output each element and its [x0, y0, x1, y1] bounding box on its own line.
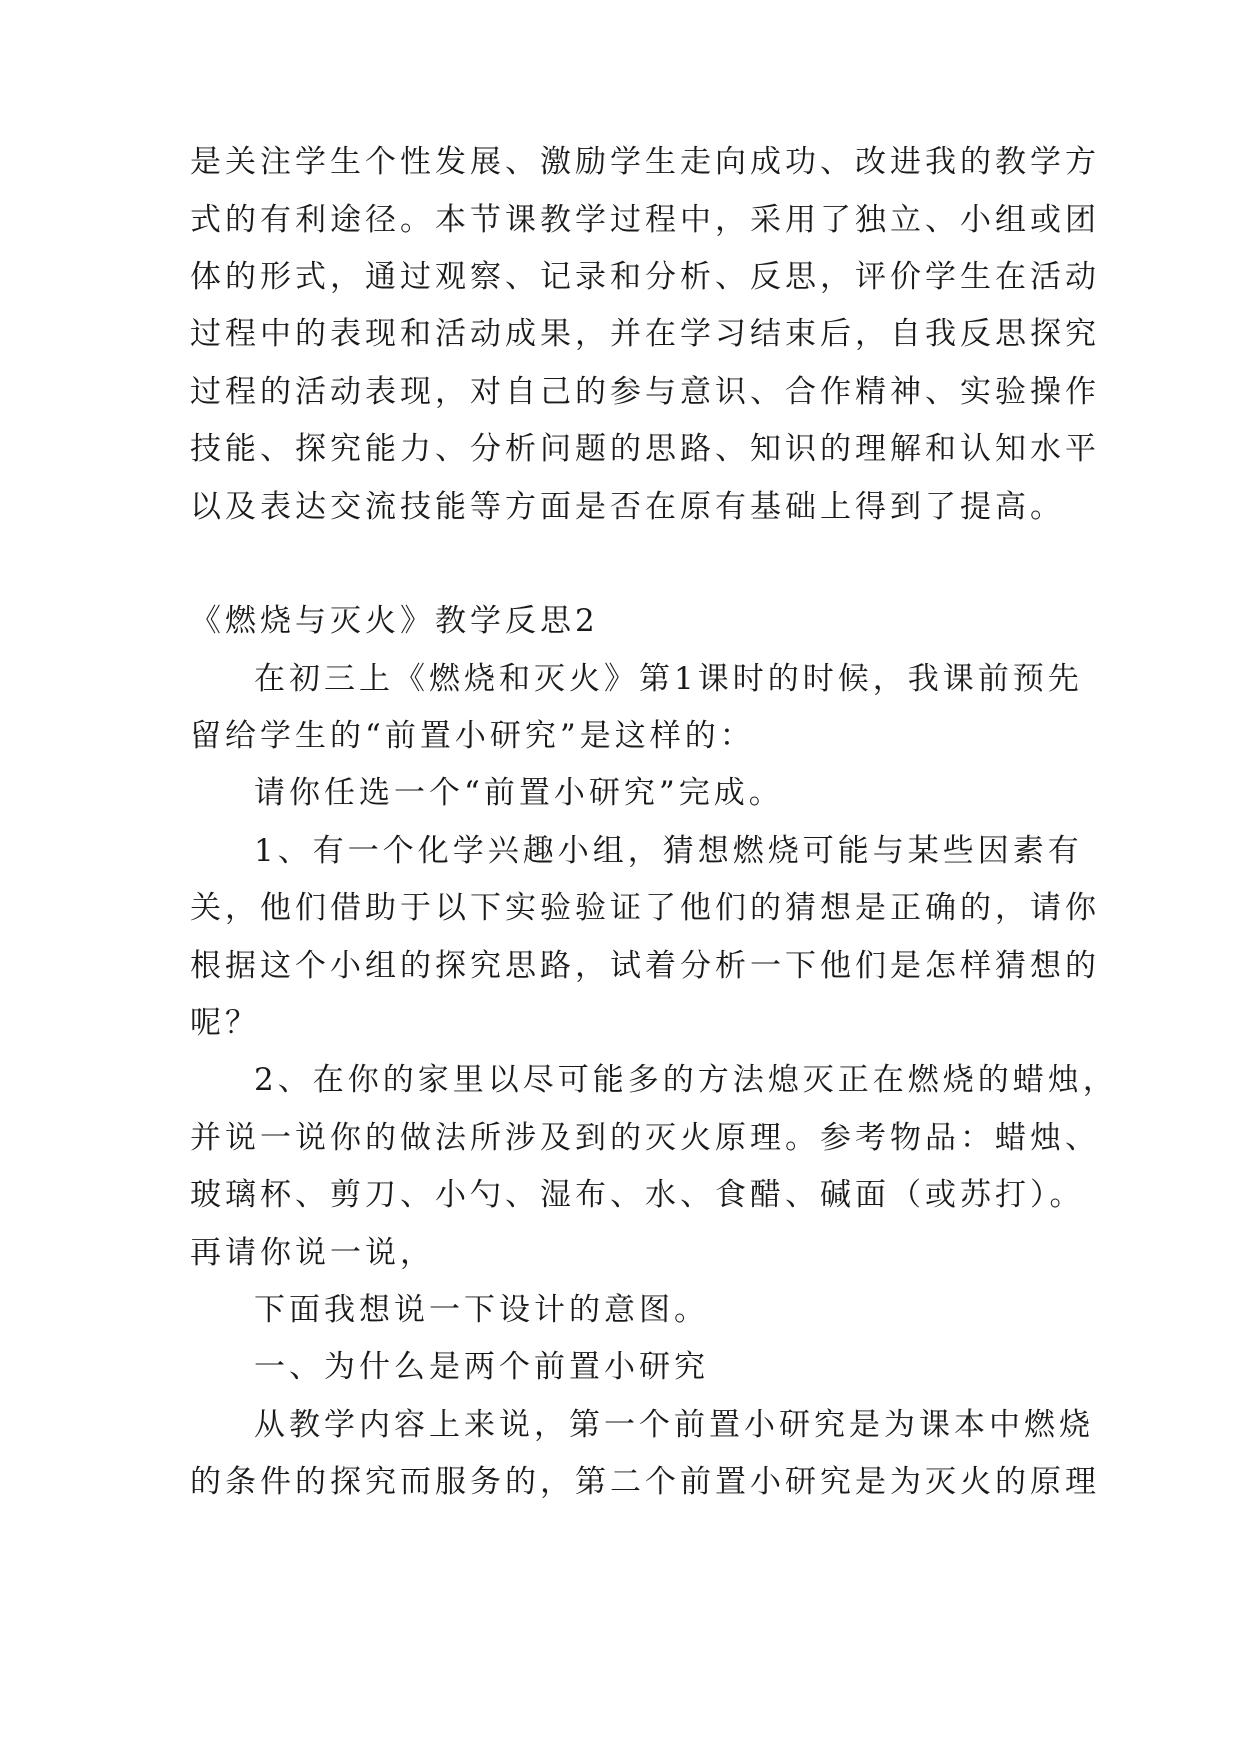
- text-line: 玻璃杯、剪刀、小勺、湿布、水、食醋、碱面（或苏打）。: [190, 1177, 1085, 1213]
- text-line: 2、在你的家里以尽可能多的方法熄灭正在燃烧的蜡烛，: [254, 1062, 1118, 1098]
- section-title: 《燃烧与灭火》教学反思2: [190, 603, 599, 639]
- text-line: 再请你说一说，: [190, 1235, 435, 1271]
- text-line: 过程中的表现和活动成果，并在学习结束后，自我反思探究: [190, 316, 1100, 352]
- text-line: 式的有利途径。本节课教学过程中，采用了独立、小组或团: [190, 202, 1100, 238]
- text-line: 技能、探究能力、分析问题的思路、知识的理解和认知水平: [190, 431, 1100, 467]
- text-line: 的条件的探究而服务的，第二个前置小研究是为灭火的原理: [190, 1464, 1100, 1500]
- document-page: [190, 0, 1118, 1754]
- text-line: 留给学生的“前置小研究”是这样的：: [190, 718, 755, 754]
- text-line: 呢？: [190, 1005, 260, 1041]
- text-line: 从教学内容上来说，第一个前置小研究是为课本中燃烧: [254, 1407, 1094, 1443]
- text-line: 1、有一个化学兴趣小组，猜想燃烧可能与某些因素有: [254, 833, 1083, 869]
- text-line: 关，他们借助于以下实验验证了他们的猜想是正确的，请你: [190, 890, 1100, 926]
- text-line: 并说一说你的做法所涉及到的灭火原理。参考物品：蜡烛、: [190, 1120, 1100, 1156]
- text-line: 请你任选一个“前置小研究”完成。: [254, 775, 784, 811]
- text-line: 体的形式，通过观察、记录和分析、反思，评价学生在活动: [190, 259, 1100, 295]
- text-line: 根据这个小组的探究思路，试着分析一下他们是怎样猜想的: [190, 948, 1100, 984]
- text-line: 是关注学生个性发展、激励学生走向成功、改进我的教学方: [190, 144, 1100, 180]
- text-line: 以及表达交流技能等方面是否在原有基础上得到了提高。: [190, 489, 1065, 525]
- text-line: 在初三上《燃烧和灭火》第1课时的时候，我课前预先: [254, 661, 1083, 697]
- text-line: 过程的活动表现，对自己的参与意识、合作精神、实验操作: [190, 374, 1100, 410]
- text-line: 一、为什么是两个前置小研究: [254, 1349, 709, 1385]
- text-line: 下面我想说一下设计的意图。: [254, 1292, 709, 1328]
